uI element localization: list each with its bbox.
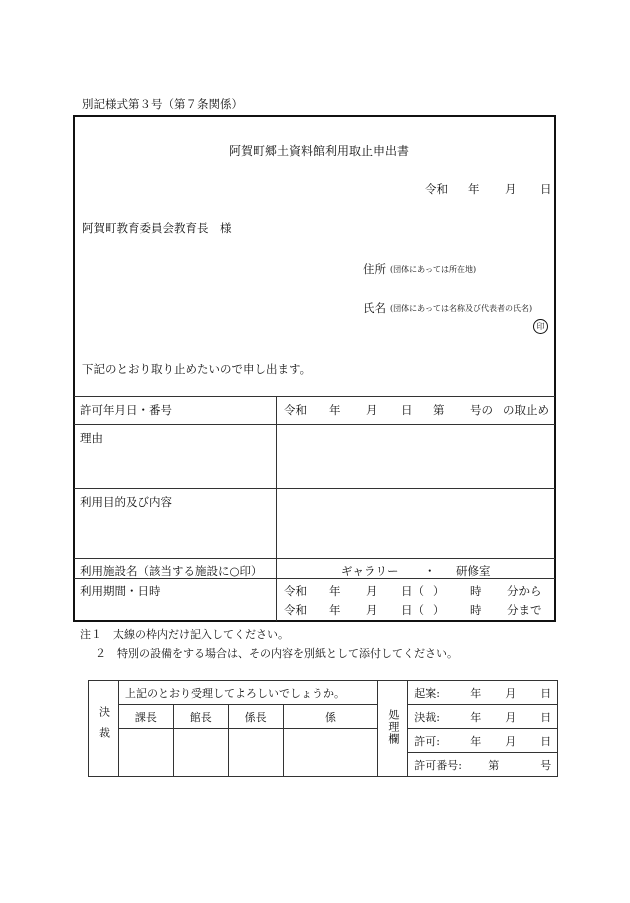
record-drafted: [408, 681, 558, 705]
period-from-weekday-close: ）: [433, 584, 445, 598]
period-to-era: 令和: [284, 603, 307, 617]
permit-number-go: 号: [540, 758, 552, 772]
name-note: (団体にあっては名称及び代表者の氏名): [390, 304, 533, 313]
period-label: 利用期間・日時: [80, 584, 161, 598]
permit-cancel: の取止め: [503, 403, 549, 417]
period-to-day: 日（: [401, 603, 424, 617]
role-kakaricho: 係長: [228, 705, 283, 729]
period-to-hour: 時: [470, 603, 482, 617]
stamp-kacho[interactable]: [118, 729, 173, 777]
record-permitted-month: 月: [505, 734, 517, 748]
reason-field[interactable]: [280, 428, 552, 484]
shori-cell: [378, 681, 408, 777]
period-to-minute: 分まで: [507, 603, 542, 617]
record-decided-day: 日: [540, 710, 552, 724]
row-divider: [74, 424, 555, 425]
date-day: 日: [540, 182, 552, 196]
permit-number-dai: 第: [488, 758, 500, 772]
record-drafted-day: 日: [540, 686, 552, 700]
purpose-label: 利用目的及び内容: [80, 495, 172, 509]
permit-day: 日: [401, 403, 413, 417]
note-1: 注１ 太線の枠内だけ記入してください。: [80, 628, 289, 641]
period-from-month: 月: [366, 584, 378, 598]
permit-label: 許可年月日・番号: [80, 403, 172, 417]
purpose-field[interactable]: [280, 492, 552, 554]
period-from-year: 年: [329, 584, 341, 598]
address-note: (団体にあっては所在地): [390, 265, 477, 274]
period-from-day: 日（: [401, 584, 424, 598]
facility-separator: ・: [424, 564, 436, 578]
shori-label: 処理欄: [386, 709, 400, 745]
row-divider: [74, 488, 555, 489]
permit-dai: 第: [433, 403, 445, 417]
kessai-cell: [89, 681, 119, 777]
stamp-kakaricho[interactable]: [228, 729, 283, 777]
period-from-hour: 時: [470, 584, 482, 598]
record-decided-label: 決裁:: [414, 710, 441, 724]
reason-label: 理由: [80, 431, 103, 445]
period-to-month: 月: [366, 603, 378, 617]
record-drafted-label: 起案:: [414, 686, 441, 700]
record-decided: [408, 705, 558, 729]
permit-era: 令和: [284, 403, 307, 417]
record-decided-year: 年: [470, 710, 482, 724]
address-label: 住所: [363, 262, 386, 276]
facility-training-room[interactable]: 研修室: [456, 564, 491, 578]
record-decided-month: 月: [505, 710, 517, 724]
record-permitted: [408, 729, 558, 753]
seal-mark: 印: [533, 319, 548, 334]
record-drafted-year: 年: [470, 686, 482, 700]
column-divider: [276, 396, 277, 621]
record-permitted-day: 日: [540, 734, 552, 748]
row-divider: [74, 396, 555, 397]
record-drafted-month: 月: [505, 686, 517, 700]
permit-go: 号の: [470, 403, 493, 417]
period-from-minute: 分から: [507, 584, 542, 598]
approval-table: [88, 680, 558, 777]
facility-gallery[interactable]: ギャラリー: [341, 564, 399, 578]
request-text: 下記のとおり取り止めたいので申し出ます。: [82, 362, 312, 376]
record-permit-number: [408, 753, 558, 777]
date-era: 令和: [425, 182, 448, 196]
form-style-reference: 別記様式第３号（第７条関係）: [82, 97, 243, 111]
period-to-weekday-close: ）: [433, 603, 445, 617]
role-kancho: 館長: [173, 705, 228, 729]
period-to-year: 年: [329, 603, 341, 617]
period-from-era: 令和: [284, 584, 307, 598]
record-permitted-label: 許可:: [414, 734, 441, 748]
facility-label: 利用施設名（該当する施設に○印）: [80, 564, 263, 578]
role-kakari: 係: [283, 705, 378, 729]
addressee: 阿賀町教育委員会教育長 様: [82, 221, 232, 235]
permit-month: 月: [366, 403, 378, 417]
approval-header: 上記のとおり受理してよろしいでしょうか。: [118, 681, 377, 705]
permit-year: 年: [329, 403, 341, 417]
note-2: ２ 特別の設備をする場合は、その内容を別紙として添付してください。: [95, 647, 458, 660]
kessai-label: 決裁: [97, 706, 111, 748]
form-title: 阿賀町郷土資料館利用取止申出書: [229, 144, 410, 158]
stamp-kakari[interactable]: [283, 729, 378, 777]
role-kacho: 課長: [118, 705, 173, 729]
permit-number-label: 許可番号:: [414, 758, 463, 772]
row-divider: [74, 558, 555, 559]
name-label: 氏名: [363, 301, 386, 315]
record-permitted-year: 年: [470, 734, 482, 748]
date-month: 月: [505, 182, 517, 196]
date-year: 年: [468, 182, 480, 196]
stamp-kancho[interactable]: [173, 729, 228, 777]
